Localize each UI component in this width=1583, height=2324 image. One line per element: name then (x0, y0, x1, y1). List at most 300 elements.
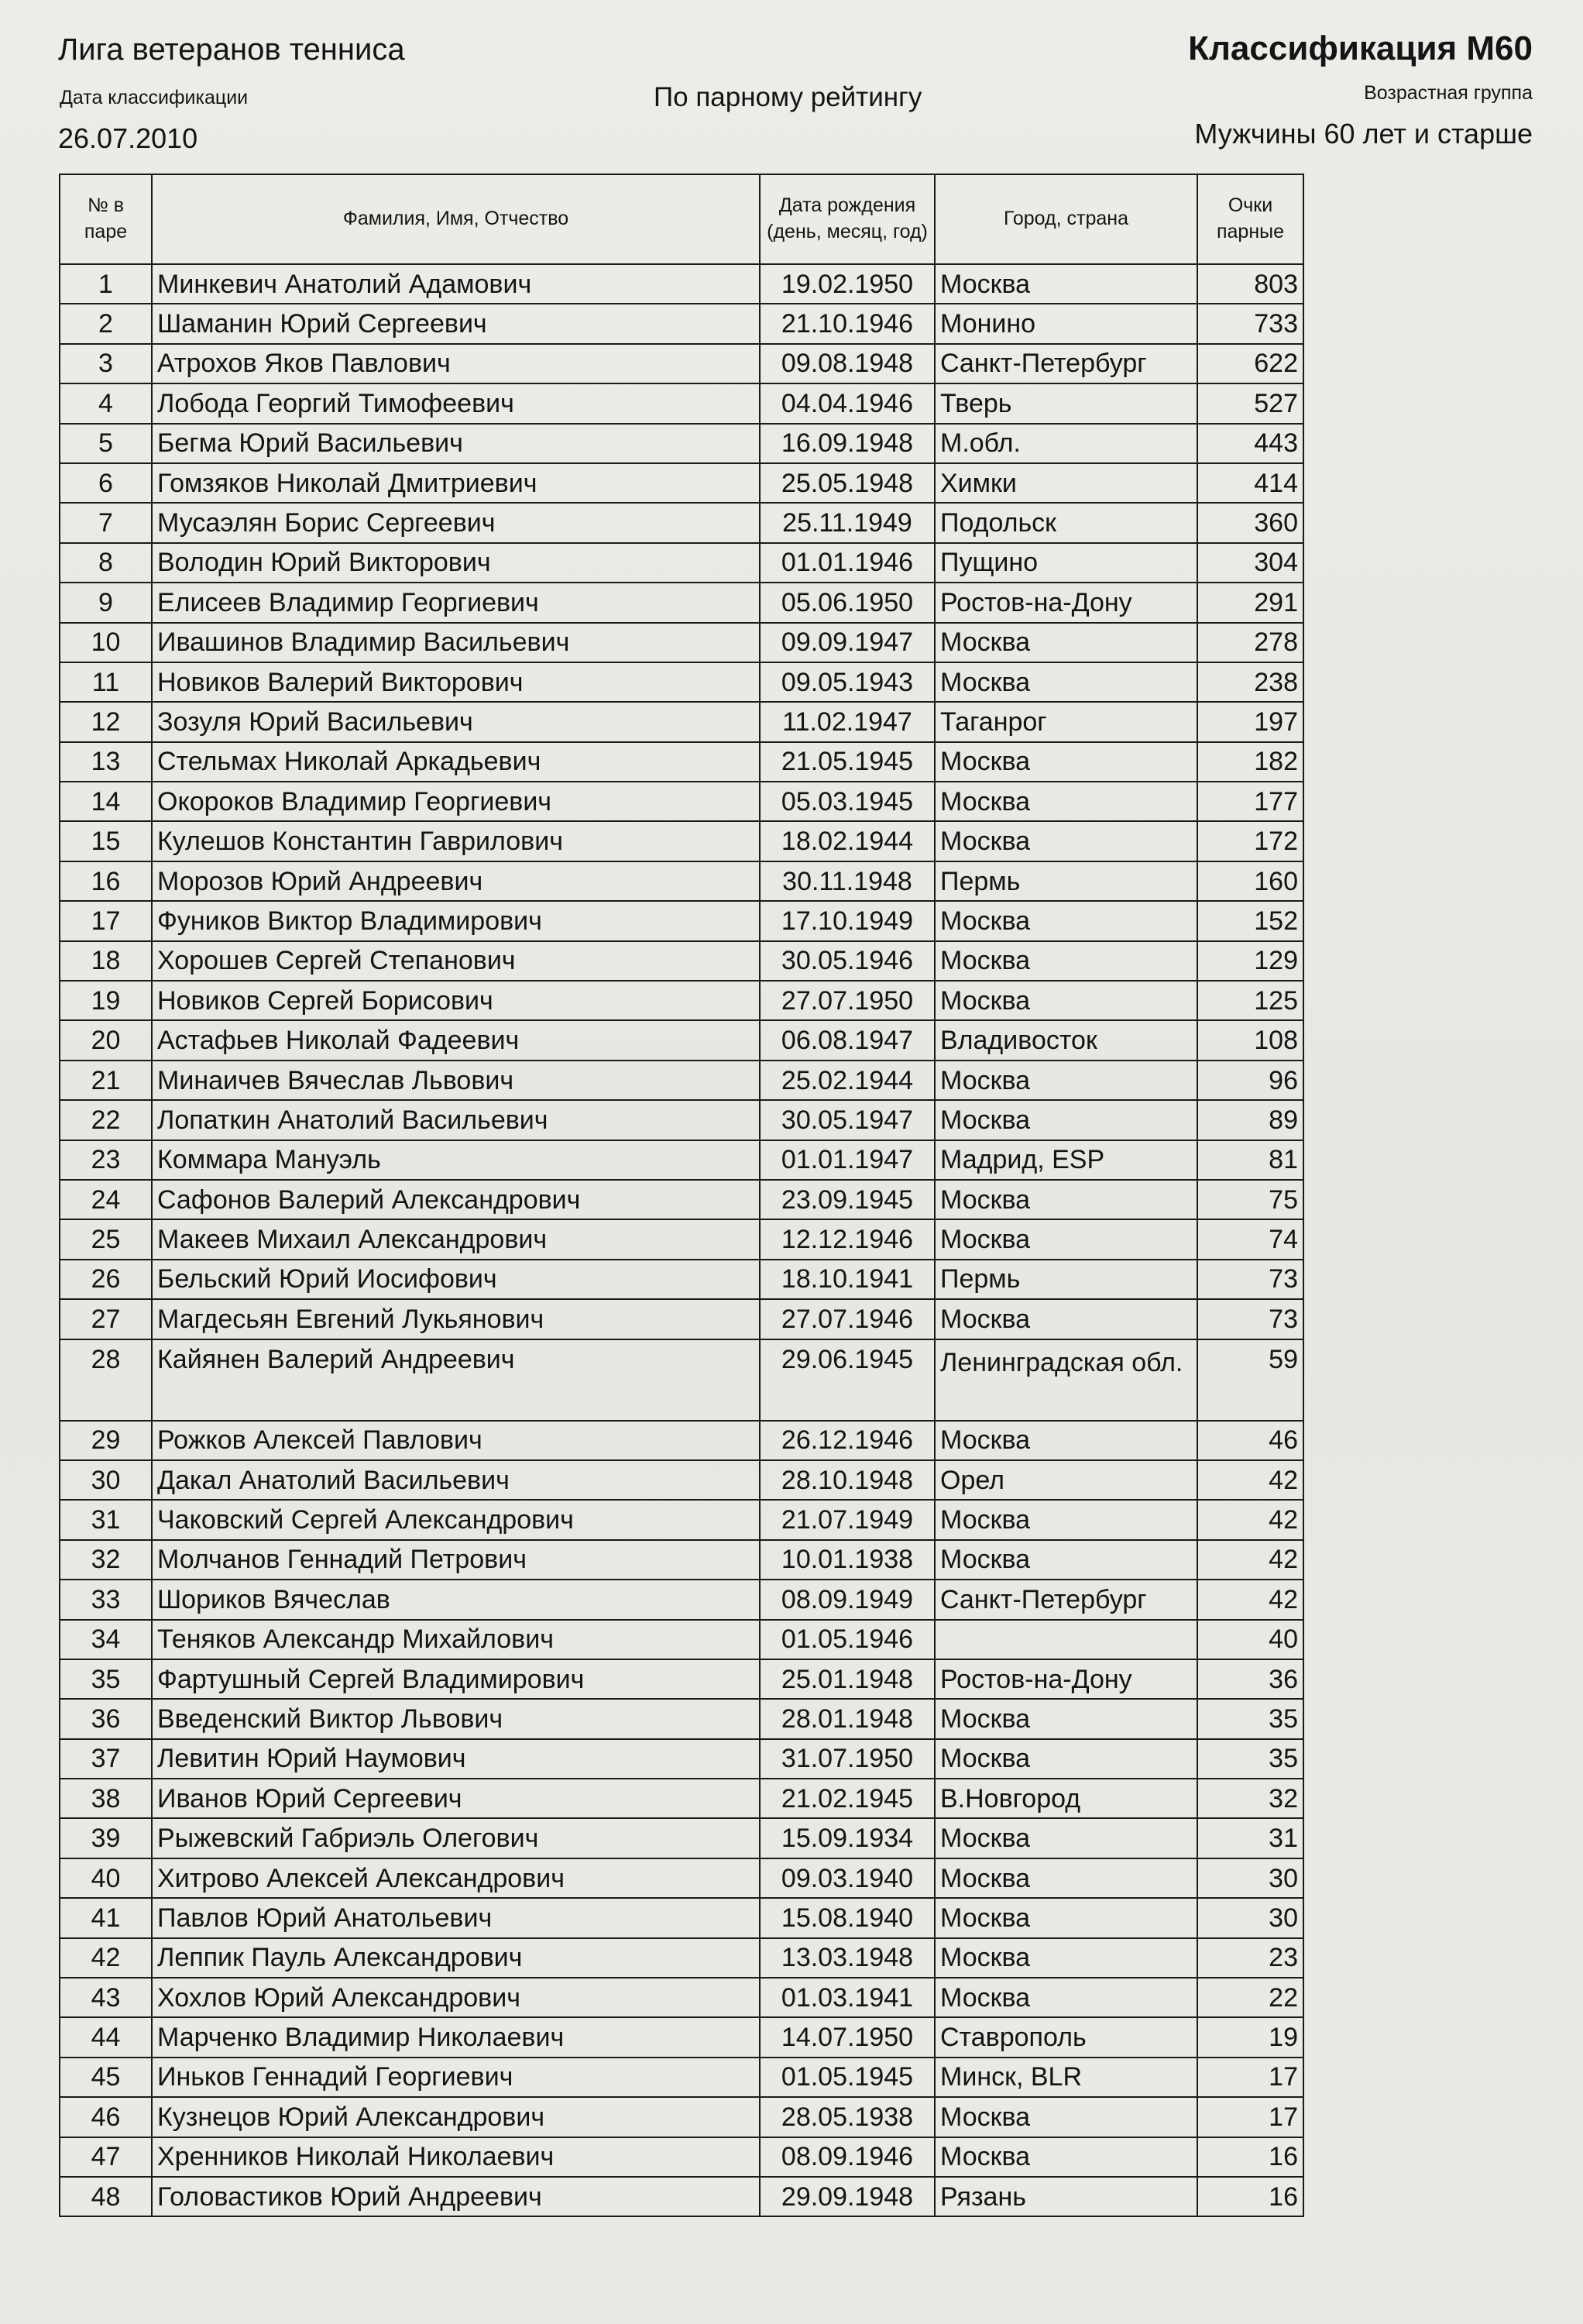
ranking-subtitle: По парному рейтингу (654, 82, 922, 112)
table-row (60, 1779, 1303, 1818)
player-name: Фуников Виктор Владимирович (152, 901, 760, 940)
birth-date: 01.01.1946 (760, 543, 935, 583)
birth-date: 28.01.1948 (760, 1699, 935, 1738)
birth-date: 25.05.1948 (760, 463, 935, 503)
city-country: Москва (935, 1739, 1197, 1779)
player-name: Морозов Юрий Андреевич (152, 861, 760, 901)
table-header-row (60, 174, 1303, 264)
column-header-birthdate: Дата рождения (день, месяц, год) (760, 174, 935, 264)
table-row (60, 2058, 1303, 2097)
row-number: 43 (60, 1978, 152, 2017)
row-number: 27 (60, 1299, 152, 1339)
player-name: Новиков Сергей Борисович (152, 981, 760, 1020)
birth-date: 16.09.1948 (760, 424, 935, 463)
table-row (60, 901, 1303, 940)
doubles-points: 30 (1197, 1858, 1303, 1898)
row-number: 6 (60, 463, 152, 503)
row-number: 15 (60, 821, 152, 861)
city-country (935, 1620, 1197, 1659)
city-country: Москва (935, 662, 1197, 702)
birth-date: 28.10.1948 (760, 1460, 935, 1500)
city-country: Москва (935, 1938, 1197, 1978)
birth-date: 12.12.1946 (760, 1219, 935, 1259)
row-number: 9 (60, 583, 152, 622)
doubles-points: 108 (1197, 1020, 1303, 1060)
table-row (60, 782, 1303, 821)
birth-date: 30.05.1947 (760, 1100, 935, 1140)
birth-date: 29.06.1945 (760, 1339, 935, 1421)
row-number: 40 (60, 1858, 152, 1898)
player-name: Новиков Валерий Викторович (152, 662, 760, 702)
doubles-points: 74 (1197, 1219, 1303, 1259)
birth-date: 27.07.1946 (760, 1299, 935, 1339)
birth-date: 28.05.1938 (760, 2097, 935, 2137)
table-row (60, 1620, 1303, 1659)
doubles-points: 278 (1197, 623, 1303, 662)
page-title: Классификация М60 (1188, 29, 1533, 67)
table-row (60, 941, 1303, 981)
city-country: Санкт-Петербург (935, 1580, 1197, 1619)
player-name: Кайянен Валерий Андреевич (152, 1339, 760, 1421)
player-name: Магдесьян Евгений Лукьянович (152, 1299, 760, 1339)
table-row (60, 1421, 1303, 1460)
table-row (60, 1858, 1303, 1898)
table-row (60, 623, 1303, 662)
row-number: 17 (60, 901, 152, 940)
birth-date: 23.09.1945 (760, 1180, 935, 1219)
city-country: Москва (935, 742, 1197, 782)
doubles-points: 803 (1197, 264, 1303, 304)
doubles-points: 414 (1197, 463, 1303, 503)
row-number: 14 (60, 782, 152, 821)
city-country: Ставрополь (935, 2017, 1197, 2057)
city-country: Москва (935, 821, 1197, 861)
doubles-points: 129 (1197, 941, 1303, 981)
row-number: 7 (60, 503, 152, 542)
city-country: Минск, BLR (935, 2058, 1197, 2097)
player-name: Шаманин Юрий Сергеевич (152, 304, 760, 343)
player-name: Рыжевский Габриэль Олегович (152, 1818, 760, 1858)
table-row (60, 1020, 1303, 1060)
table-row (60, 503, 1303, 542)
column-header-points: Очки парные (1197, 174, 1303, 264)
doubles-points: 40 (1197, 1620, 1303, 1659)
table-row (60, 1219, 1303, 1259)
row-number: 45 (60, 2058, 152, 2097)
doubles-points: 31 (1197, 1818, 1303, 1858)
birth-date: 05.03.1945 (760, 782, 935, 821)
city-country: Москва (935, 1858, 1197, 1898)
birth-date: 06.08.1947 (760, 1020, 935, 1060)
birth-date: 30.05.1946 (760, 941, 935, 981)
row-number: 44 (60, 2017, 152, 2057)
doubles-points: 197 (1197, 702, 1303, 741)
city-country: Москва (935, 1699, 1197, 1738)
player-name: Леппик Пауль Александрович (152, 1938, 760, 1978)
table-row (60, 2137, 1303, 2177)
doubles-points: 89 (1197, 1100, 1303, 1140)
birth-date: 10.01.1938 (760, 1540, 935, 1580)
doubles-points: 59 (1197, 1339, 1303, 1421)
player-name: Павлов Юрий Анатольевич (152, 1898, 760, 1937)
row-number: 32 (60, 1540, 152, 1580)
row-number: 8 (60, 543, 152, 583)
table-row (60, 981, 1303, 1020)
doubles-points: 443 (1197, 424, 1303, 463)
city-country: Пермь (935, 861, 1197, 901)
player-name: Марченко Владимир Николаевич (152, 2017, 760, 2057)
player-name: Минкевич Анатолий Адамович (152, 264, 760, 304)
table-row (60, 1500, 1303, 1539)
doubles-points: 17 (1197, 2097, 1303, 2137)
doubles-points: 291 (1197, 583, 1303, 622)
doubles-points: 17 (1197, 2058, 1303, 2097)
column-header-name: Фамилия, Имя, Отчество (152, 174, 760, 264)
player-name: Хренников Николай Николаевич (152, 2137, 760, 2177)
table-row (60, 543, 1303, 583)
doubles-points: 304 (1197, 543, 1303, 583)
doubles-points: 75 (1197, 1180, 1303, 1219)
table-row (60, 1140, 1303, 1180)
row-number: 28 (60, 1339, 152, 1421)
player-name: Окороков Владимир Георгиевич (152, 782, 760, 821)
birth-date: 25.11.1949 (760, 503, 935, 542)
doubles-points: 160 (1197, 861, 1303, 901)
table-row (60, 1938, 1303, 1978)
age-group-value: Мужчины 60 лет и старше (1194, 118, 1533, 150)
doubles-points: 73 (1197, 1299, 1303, 1339)
row-number: 10 (60, 623, 152, 662)
player-name: Рожков Алексей Павлович (152, 1421, 760, 1460)
doubles-points: 23 (1197, 1938, 1303, 1978)
doubles-points: 35 (1197, 1739, 1303, 1779)
doubles-points: 30 (1197, 1898, 1303, 1937)
table-row (60, 821, 1303, 861)
birth-date: 15.09.1934 (760, 1818, 935, 1858)
player-name: Хорошев Сергей Степанович (152, 941, 760, 981)
row-number: 30 (60, 1460, 152, 1500)
birth-date: 17.10.1949 (760, 901, 935, 940)
row-number: 31 (60, 1500, 152, 1539)
row-number: 19 (60, 981, 152, 1020)
row-number: 3 (60, 344, 152, 383)
player-name: Лопаткин Анатолий Васильевич (152, 1100, 760, 1140)
column-header-number: № в паре (60, 174, 152, 264)
row-number: 5 (60, 424, 152, 463)
row-number: 4 (60, 383, 152, 423)
row-number: 20 (60, 1020, 152, 1060)
table-row (60, 1818, 1303, 1858)
player-name: Атрохов Яков Павлович (152, 344, 760, 383)
doubles-points: 73 (1197, 1260, 1303, 1299)
row-number: 11 (60, 662, 152, 702)
birth-date: 01.03.1941 (760, 1978, 935, 2017)
table-row (60, 424, 1303, 463)
birth-date: 18.02.1944 (760, 821, 935, 861)
city-country: Москва (935, 2097, 1197, 2137)
city-country: Таганрог (935, 702, 1197, 741)
doubles-points: 36 (1197, 1659, 1303, 1699)
birth-date: 08.09.1949 (760, 1580, 935, 1619)
birth-date: 25.02.1944 (760, 1061, 935, 1100)
birth-date: 26.12.1946 (760, 1421, 935, 1460)
city-country: Пермь (935, 1260, 1197, 1299)
doubles-points: 152 (1197, 901, 1303, 940)
city-country: Ростов-на-Дону (935, 1659, 1197, 1699)
row-number: 29 (60, 1421, 152, 1460)
city-country: Тверь (935, 383, 1197, 423)
doubles-points: 46 (1197, 1421, 1303, 1460)
doubles-points: 42 (1197, 1460, 1303, 1500)
row-number: 25 (60, 1219, 152, 1259)
ranking-table (59, 174, 1304, 2217)
player-name: Гомзяков Николай Дмитриевич (152, 463, 760, 503)
doubles-points: 42 (1197, 1500, 1303, 1539)
table-row (60, 2177, 1303, 2216)
table-row (60, 1898, 1303, 1937)
birth-date: 25.01.1948 (760, 1659, 935, 1699)
birth-date: 09.03.1940 (760, 1858, 935, 1898)
table-row (60, 583, 1303, 622)
city-country: Москва (935, 1100, 1197, 1140)
row-number: 2 (60, 304, 152, 343)
city-country: Москва (935, 1421, 1197, 1460)
birth-date: 04.04.1946 (760, 383, 935, 423)
table-row (60, 344, 1303, 383)
row-number: 34 (60, 1620, 152, 1659)
ranking-table-body (60, 264, 1303, 2216)
row-number: 37 (60, 1739, 152, 1779)
row-number: 26 (60, 1260, 152, 1299)
player-name: Фартушный Сергей Владимирович (152, 1659, 760, 1699)
doubles-points: 177 (1197, 782, 1303, 821)
birth-date: 15.08.1940 (760, 1898, 935, 1937)
row-number: 46 (60, 2097, 152, 2137)
birth-date: 19.02.1950 (760, 264, 935, 304)
player-name: Макеев Михаил Александрович (152, 1219, 760, 1259)
row-number: 24 (60, 1180, 152, 1219)
city-country: Орел (935, 1460, 1197, 1500)
row-number: 12 (60, 702, 152, 741)
birth-date: 08.09.1946 (760, 2137, 935, 2177)
row-number: 41 (60, 1898, 152, 1937)
doubles-points: 172 (1197, 821, 1303, 861)
city-country: Москва (935, 264, 1197, 304)
doubles-points: 527 (1197, 383, 1303, 423)
birth-date: 09.08.1948 (760, 344, 935, 383)
table-row (60, 742, 1303, 782)
table-row (60, 1659, 1303, 1699)
table-row (60, 2097, 1303, 2137)
player-name: Елисеев Владимир Георгиевич (152, 583, 760, 622)
row-number: 38 (60, 1779, 152, 1818)
player-name: Шориков Вячеслав (152, 1580, 760, 1619)
birth-date: 01.01.1947 (760, 1140, 935, 1180)
city-country: Химки (935, 463, 1197, 503)
doubles-points: 32 (1197, 1779, 1303, 1818)
player-name: Левитин Юрий Наумович (152, 1739, 760, 1779)
doubles-points: 125 (1197, 981, 1303, 1020)
classification-date-value: 26.07.2010 (58, 122, 198, 154)
player-name: Введенский Виктор Львович (152, 1699, 760, 1738)
player-name: Ивашинов Владимир Васильевич (152, 623, 760, 662)
birth-date: 09.05.1943 (760, 662, 935, 702)
table-row (60, 1100, 1303, 1140)
city-country: Москва (935, 1219, 1197, 1259)
city-country: Москва (935, 782, 1197, 821)
age-group-label: Возрастная группа (1364, 82, 1533, 104)
birth-date: 01.05.1945 (760, 2058, 935, 2097)
row-number: 33 (60, 1580, 152, 1619)
player-name: Минаичев Вячеслав Львович (152, 1061, 760, 1100)
player-name: Бегма Юрий Васильевич (152, 424, 760, 463)
city-country: В.Новгород (935, 1779, 1197, 1818)
table-row (60, 1460, 1303, 1500)
player-name: Дакал Анатолий Васильевич (152, 1460, 760, 1500)
player-name: Кулешов Константин Гаврилович (152, 821, 760, 861)
row-number: 48 (60, 2177, 152, 2216)
player-name: Головастиков Юрий Андреевич (152, 2177, 760, 2216)
city-country: М.обл. (935, 424, 1197, 463)
table-row (60, 1978, 1303, 2017)
doubles-points: 360 (1197, 503, 1303, 542)
row-number: 35 (60, 1659, 152, 1699)
row-number: 18 (60, 941, 152, 981)
doubles-points: 733 (1197, 304, 1303, 343)
birth-date: 05.06.1950 (760, 583, 935, 622)
doubles-points: 16 (1197, 2137, 1303, 2177)
birth-date: 30.11.1948 (760, 861, 935, 901)
row-number: 23 (60, 1140, 152, 1180)
city-country: Москва (935, 2137, 1197, 2177)
birth-date: 13.03.1948 (760, 1938, 935, 1978)
row-number: 22 (60, 1100, 152, 1140)
table-row (60, 861, 1303, 901)
birth-date: 29.09.1948 (760, 2177, 935, 2216)
city-country: Мадрид, ESP (935, 1140, 1197, 1180)
table-row (60, 702, 1303, 741)
player-name: Володин Юрий Викторович (152, 543, 760, 583)
city-country: Санкт-Петербург (935, 344, 1197, 383)
player-name: Стельмах Николай Аркадьевич (152, 742, 760, 782)
city-country: Москва (935, 941, 1197, 981)
city-country: Москва (935, 1978, 1197, 2017)
birth-date: 11.02.1947 (760, 702, 935, 741)
table-row (60, 1739, 1303, 1779)
player-name: Хохлов Юрий Александрович (152, 1978, 760, 2017)
table-row (60, 304, 1303, 343)
player-name: Теняков Александр Михайлович (152, 1620, 760, 1659)
player-name: Мусаэлян Борис Сергеевич (152, 503, 760, 542)
table-row (60, 1580, 1303, 1619)
doubles-points: 81 (1197, 1140, 1303, 1180)
doubles-points: 42 (1197, 1540, 1303, 1580)
column-header-city: Город, страна (935, 174, 1197, 264)
row-number: 47 (60, 2137, 152, 2177)
table-row (60, 1339, 1303, 1421)
city-country: Москва (935, 901, 1197, 940)
row-number: 36 (60, 1699, 152, 1738)
player-name: Астафьев Николай Фадеевич (152, 1020, 760, 1060)
table-row (60, 1299, 1303, 1339)
row-number: 39 (60, 1818, 152, 1858)
city-country: Москва (935, 1180, 1197, 1219)
doubles-points: 42 (1197, 1580, 1303, 1619)
player-name: Иванов Юрий Сергеевич (152, 1779, 760, 1818)
player-name: Сафонов Валерий Александрович (152, 1180, 760, 1219)
city-country: Москва (935, 623, 1197, 662)
city-country: Подольск (935, 503, 1197, 542)
row-number: 1 (60, 264, 152, 304)
birth-date: 21.02.1945 (760, 1779, 935, 1818)
city-country: Москва (935, 981, 1197, 1020)
row-number: 13 (60, 742, 152, 782)
player-name: Лобода Георгий Тимофеевич (152, 383, 760, 423)
table-row (60, 1260, 1303, 1299)
city-country: Монино (935, 304, 1197, 343)
birth-date: 01.05.1946 (760, 1620, 935, 1659)
birth-date: 21.07.1949 (760, 1500, 935, 1539)
table-row (60, 1061, 1303, 1100)
player-name: Иньков Геннадий Георгиевич (152, 2058, 760, 2097)
doubles-points: 35 (1197, 1699, 1303, 1738)
table-row (60, 463, 1303, 503)
player-name: Бельский Юрий Иосифович (152, 1260, 760, 1299)
doubles-points: 96 (1197, 1061, 1303, 1100)
player-name: Кузнецов Юрий Александрович (152, 2097, 760, 2137)
player-name: Чаковский Сергей Александрович (152, 1500, 760, 1539)
doubles-points: 182 (1197, 742, 1303, 782)
table-row (60, 264, 1303, 304)
table-row (60, 1699, 1303, 1738)
table-row (60, 1180, 1303, 1219)
table-row (60, 662, 1303, 702)
doubles-points: 622 (1197, 344, 1303, 383)
birth-date: 27.07.1950 (760, 981, 935, 1020)
table-row (60, 2017, 1303, 2057)
table-row (60, 1540, 1303, 1580)
birth-date: 14.07.1950 (760, 2017, 935, 2057)
row-number: 21 (60, 1061, 152, 1100)
player-name: Коммара Мануэль (152, 1140, 760, 1180)
city-country: Москва (935, 1299, 1197, 1339)
classification-date-label: Дата классификации (60, 87, 249, 108)
birth-date: 18.10.1941 (760, 1260, 935, 1299)
city-country: Пущино (935, 543, 1197, 583)
city-country: Москва (935, 1540, 1197, 1580)
row-number: 16 (60, 861, 152, 901)
doubles-points: 22 (1197, 1978, 1303, 2017)
city-country: Ростов-на-Дону (935, 583, 1197, 622)
birth-date: 21.10.1946 (760, 304, 935, 343)
doubles-points: 238 (1197, 662, 1303, 702)
city-country: Москва (935, 1500, 1197, 1539)
player-name: Хитрово Алексей Александрович (152, 1858, 760, 1898)
table-row (60, 383, 1303, 423)
row-number: 42 (60, 1938, 152, 1978)
organization-name: Лига ветеранов тенниса (58, 33, 405, 67)
city-country: Рязань (935, 2177, 1197, 2216)
doubles-points: 16 (1197, 2177, 1303, 2216)
player-name: Молчанов Геннадий Петрович (152, 1540, 760, 1580)
birth-date: 31.07.1950 (760, 1739, 935, 1779)
birth-date: 21.05.1945 (760, 742, 935, 782)
city-country: Москва (935, 1818, 1197, 1858)
city-country: Москва (935, 1898, 1197, 1937)
city-country: Москва (935, 1061, 1197, 1100)
doubles-points: 19 (1197, 2017, 1303, 2057)
city-country: Ленинградская обл. (935, 1339, 1197, 1421)
